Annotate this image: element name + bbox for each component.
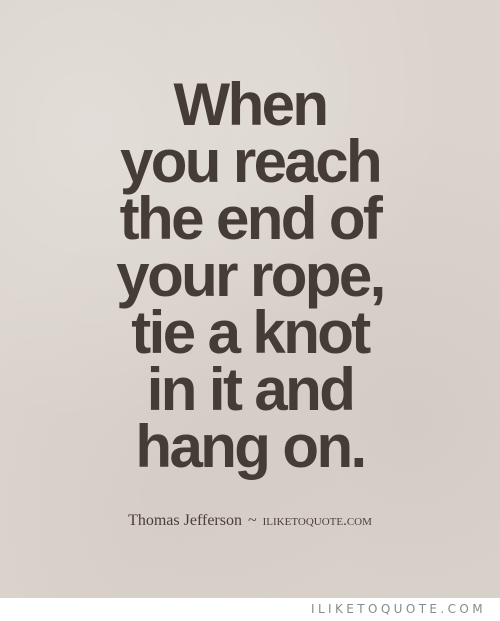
quote-line: the end of: [119, 185, 381, 252]
quote-line: hang on.: [135, 413, 365, 480]
attribution: [0, 512, 500, 530]
attribution-separator: ~: [247, 512, 257, 529]
quote-line: tie a knot: [131, 299, 369, 366]
author-name: Thomas Jefferson: [128, 512, 242, 529]
footer-bar: [0, 598, 500, 621]
quote-line: your rope,: [116, 242, 384, 309]
quote-line: in it and: [146, 356, 354, 423]
attribution-site: iliketoquote.com: [262, 513, 372, 529]
footer-site-link[interactable]: ILIKETOQUOTE.COM: [311, 602, 486, 616]
quote-line: you reach: [119, 128, 381, 195]
quote-line: When: [173, 71, 327, 138]
quote-text: [0, 71, 500, 480]
